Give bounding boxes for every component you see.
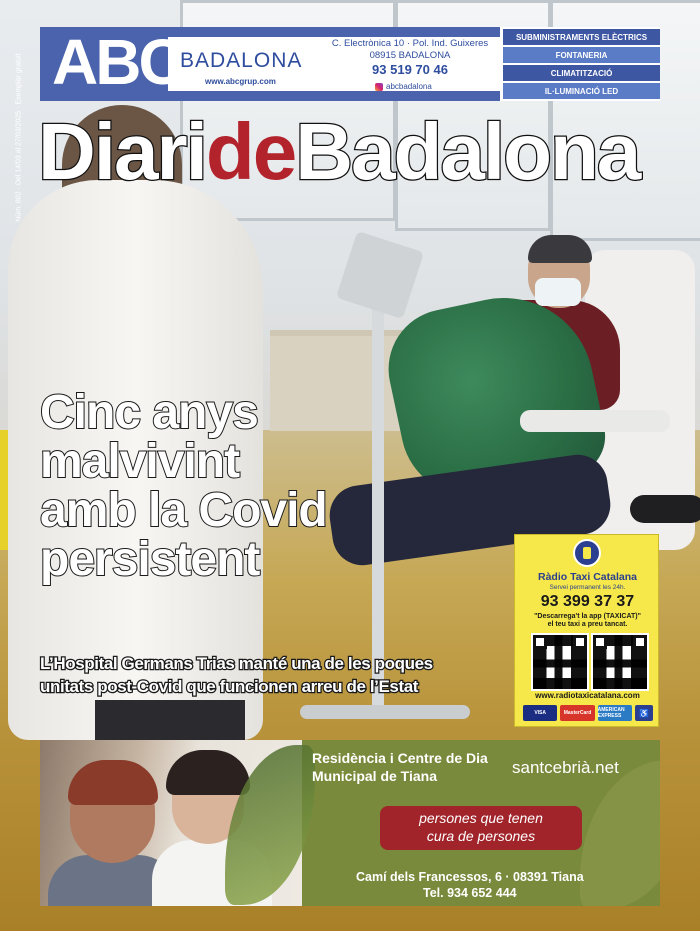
- issue-info: Núm. 802 · Del 14/03 al 27/03/2025 · Exemplar gratuït: [15, 53, 23, 222]
- masthead-part-diari: Diari: [38, 107, 206, 196]
- issue-info-strip: [13, 40, 25, 240]
- taxi-logo-icon: [573, 539, 601, 567]
- instagram-icon: [375, 83, 383, 91]
- qr-code-icon[interactable]: [531, 633, 589, 691]
- subheadline-line: unitats post-Covid que funcionen arreu de l’Estat: [40, 677, 419, 696]
- taxi-phone: 93 399 37 37: [540, 593, 635, 610]
- abc-service-item: IL·LUMINACIÓ LED: [503, 83, 660, 99]
- abc-service-item: CLIMATITZACIÓ: [503, 65, 660, 81]
- residence-slogan-box: [380, 806, 582, 850]
- headline-line: malvivint: [40, 435, 240, 488]
- abc-address: C. Electrònica 10 · Pol. Ind. Guixeres: [331, 38, 489, 49]
- residence-brand[interactable]: santcebrià.net: [512, 758, 619, 777]
- abc-postal: 08915 BADALONA: [369, 50, 451, 61]
- accessibility-icon: ♿: [635, 705, 653, 721]
- taxi-advertisement[interactable]: [514, 534, 659, 727]
- masthead-part-de: de: [205, 107, 296, 196]
- headline-line: Cinc anys: [40, 386, 258, 439]
- mastercard-icon: MasterCard: [560, 705, 594, 721]
- masthead: [38, 104, 639, 200]
- photo-patient-cap: [528, 235, 592, 263]
- qr-code-icon[interactable]: [591, 633, 649, 691]
- photo-stool: [630, 495, 700, 523]
- abc-city: BADALONA: [180, 49, 303, 72]
- residence-slogan-line: persones que tenen: [419, 810, 543, 826]
- cover-subheadline: [40, 652, 500, 698]
- photo-patient-mask: [535, 278, 581, 306]
- headline-line: amb la Covid: [40, 484, 327, 537]
- taxi-download-text: "Descarrega't la app (TAXICAT)": [534, 613, 641, 620]
- residence-advertisement[interactable]: [40, 740, 660, 906]
- taxi-price-text: el teu taxi a preu tancat.: [547, 621, 628, 628]
- abc-logo: ABC: [52, 26, 182, 98]
- leaf-decoration-icon: [580, 760, 660, 906]
- abc-instagram[interactable]: [375, 82, 432, 91]
- headline-line: persistent: [40, 533, 260, 586]
- abc-website[interactable]: www.abcgrup.com: [205, 77, 276, 86]
- abc-service-item: SUBMINISTRAMENTS ELÈCTRICS: [503, 29, 660, 45]
- photo-caregiver-hair: [166, 750, 250, 795]
- residence-name-line: Residència i Centre de Dia: [312, 750, 488, 766]
- cover-headline[interactable]: [40, 388, 400, 584]
- amex-card-icon: AMERICAN EXPRESS: [598, 705, 632, 721]
- abc-phone: 93 519 70 46: [372, 62, 448, 77]
- abc-ad-panel: [40, 27, 500, 101]
- abc-instagram-handle: abcbadalona: [386, 82, 432, 91]
- abc-services-list: [503, 29, 660, 99]
- taxi-service-hours: Servei permanent les 24h.: [549, 584, 626, 591]
- residence-address: Camí dels Francessos, 6 · 08391 Tiana: [356, 870, 584, 884]
- visa-card-icon: VISA: [523, 705, 557, 721]
- photo-pole-base: [300, 705, 470, 719]
- photo-chair-arm: [520, 410, 670, 432]
- abc-service-item: FONTANERIA: [503, 47, 660, 63]
- photo-elderly-woman-hair: [68, 760, 158, 805]
- residence-slogan-line: cura de persones: [426, 828, 536, 844]
- masthead-part-badalona: Badalona: [295, 107, 640, 196]
- taxi-name: Ràdio Taxi Catalana: [537, 571, 637, 583]
- residence-phone: Tel. 934 652 444: [423, 886, 517, 900]
- abc-advertisement[interactable]: [40, 27, 660, 101]
- subheadline-line: L’Hospital Germans Trias manté una de les poques: [40, 654, 433, 673]
- residence-name-line: Municipal de Tiana: [312, 768, 437, 784]
- payment-cards: [523, 705, 653, 721]
- taxi-website[interactable]: www.radiotaxicatalana.com: [535, 691, 640, 700]
